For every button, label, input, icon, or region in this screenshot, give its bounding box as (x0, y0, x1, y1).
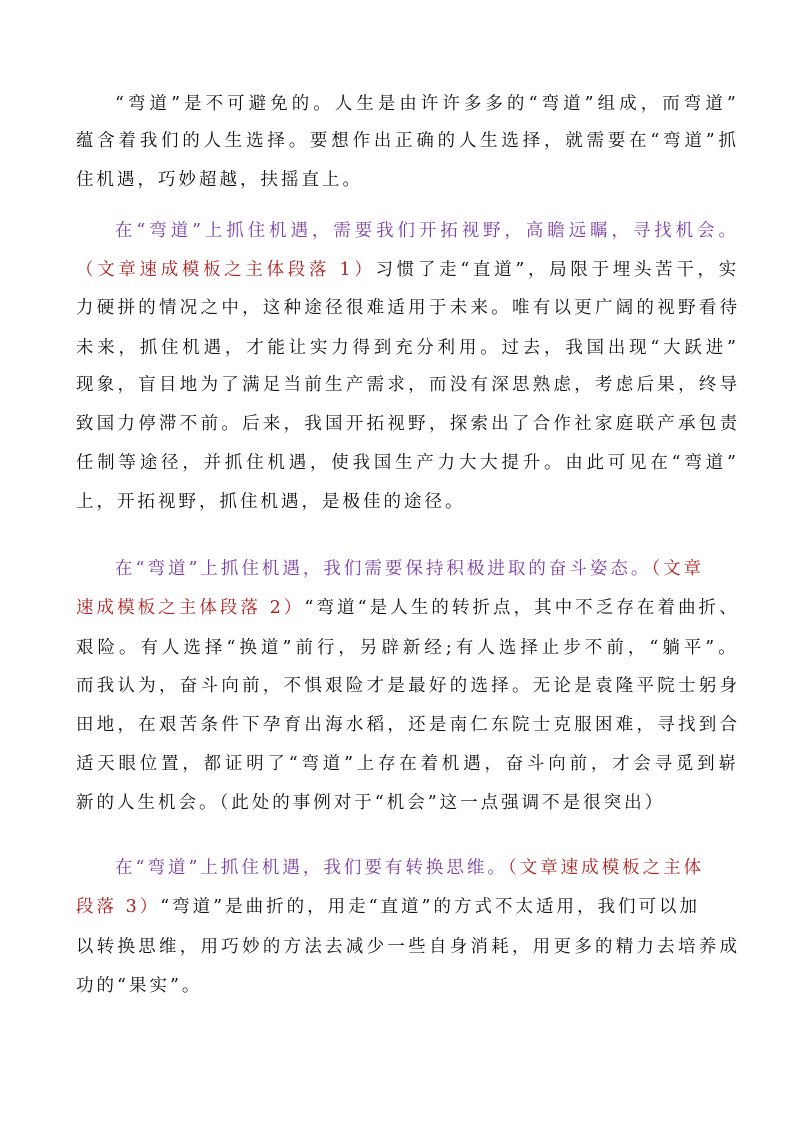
annotation-label: （文章速成模板之主体 (507, 858, 705, 878)
text-line (76, 121, 740, 161)
text-line (76, 328, 740, 368)
text-line (115, 848, 704, 888)
text-line (76, 588, 740, 628)
text-line (76, 927, 740, 967)
text-line (76, 966, 202, 1006)
annotation-label: （文章 (651, 559, 705, 579)
text-line (76, 482, 466, 522)
annotation-label: （文章速成模板之主体段落 1） (76, 260, 376, 280)
body-text: 任制等途径，并抓住机遇，使我国生产力大大提升。由此可见在“弯道” (76, 453, 740, 473)
annotation-label: 速成模板之主体段落 2） (76, 598, 305, 618)
body-text: 新的人生机会。（此处的事例对于“机会”这一点强调不是很突出） (76, 793, 666, 813)
text-line (76, 443, 740, 483)
body-text: 现象，盲目地为了满足当前生产需求，而没有深思熟虑，考虑后果，终导 (76, 375, 741, 395)
text-line (76, 744, 740, 784)
text-line (76, 628, 740, 668)
topic-sentence: 在“弯道”上抓住机遇，我们要有转换思维。 (115, 858, 508, 878)
topic-sentence: 在“弯道”上抓住机遇，需要我们开拓视野，高瞻远瞩，寻找机会。 (115, 221, 740, 241)
body-text: 功的“果实”。 (76, 976, 203, 996)
text-line (76, 887, 700, 927)
body-text: 未来，抓住机遇，才能让实力得到充分利用。过去，我国出现“大跃进” (76, 338, 740, 358)
text-line (76, 666, 740, 706)
text-line (76, 365, 740, 405)
body-text: 习惯了走“直道”，局限于埋头苦干，实 (375, 260, 740, 280)
body-text: 适天眼位置，都证明了“弯道”上存在着机遇，奋斗向前，才会寻觅到崭 (76, 754, 740, 774)
body-text: “弯道”是曲折的，用走“直道”的方式不太适用，我们可以加 (160, 897, 700, 917)
text-line (76, 250, 740, 290)
body-text: “弯道”是不可避免的。人生是由许许多多的“弯道”组成，而弯道” (115, 94, 740, 114)
text-line (115, 549, 704, 589)
text-line (76, 404, 740, 444)
body-text: “弯道“是人生的转折点，其中不乏存在着曲折、 (304, 598, 740, 618)
body-text: 而我认为，奋斗向前，不惧艰险才是最好的选择。无论是袁隆平院士躬身 (76, 676, 741, 696)
text-line (115, 84, 740, 124)
body-text: 致国力停滞不前。后来，我国开拓视野，探索出了合作社家庭联产承包责 (76, 414, 741, 434)
annotation-label: 段落 3） (76, 897, 161, 917)
text-line (76, 288, 740, 328)
body-text: 以转换思维，用巧妙的方法去减少一些自身消耗，用更多的精力去培养成 (76, 937, 741, 957)
text-line (76, 705, 740, 745)
body-text: 力硬拼的情况之中，这种途径很难适用于未来。唯有以更广阔的视野看待 (76, 298, 741, 318)
text-line (115, 211, 740, 251)
body-text: 上，开拓视野，抓住机遇，是极佳的途径。 (76, 492, 466, 512)
topic-sentence: 在“弯道”上抓住机遇，我们需要保持积极进取的奋斗姿态。 (115, 559, 652, 579)
body-text: 蕴含着我们的人生选择。要想作出正确的人生选择，就需要在“弯道”抓 (76, 131, 740, 151)
text-line (76, 783, 665, 823)
text-line (76, 160, 363, 200)
body-text: 田地，在艰苦条件下孕育出海水稻，还是南仁东院士克服困难，寻找到合 (76, 715, 741, 735)
body-text: 住机遇，巧妙超越，扶摇直上。 (76, 170, 363, 190)
body-text: 艰险。有人选择“换道”前行，另辟新经;有人选择止步不前，“躺平”。 (76, 638, 740, 658)
